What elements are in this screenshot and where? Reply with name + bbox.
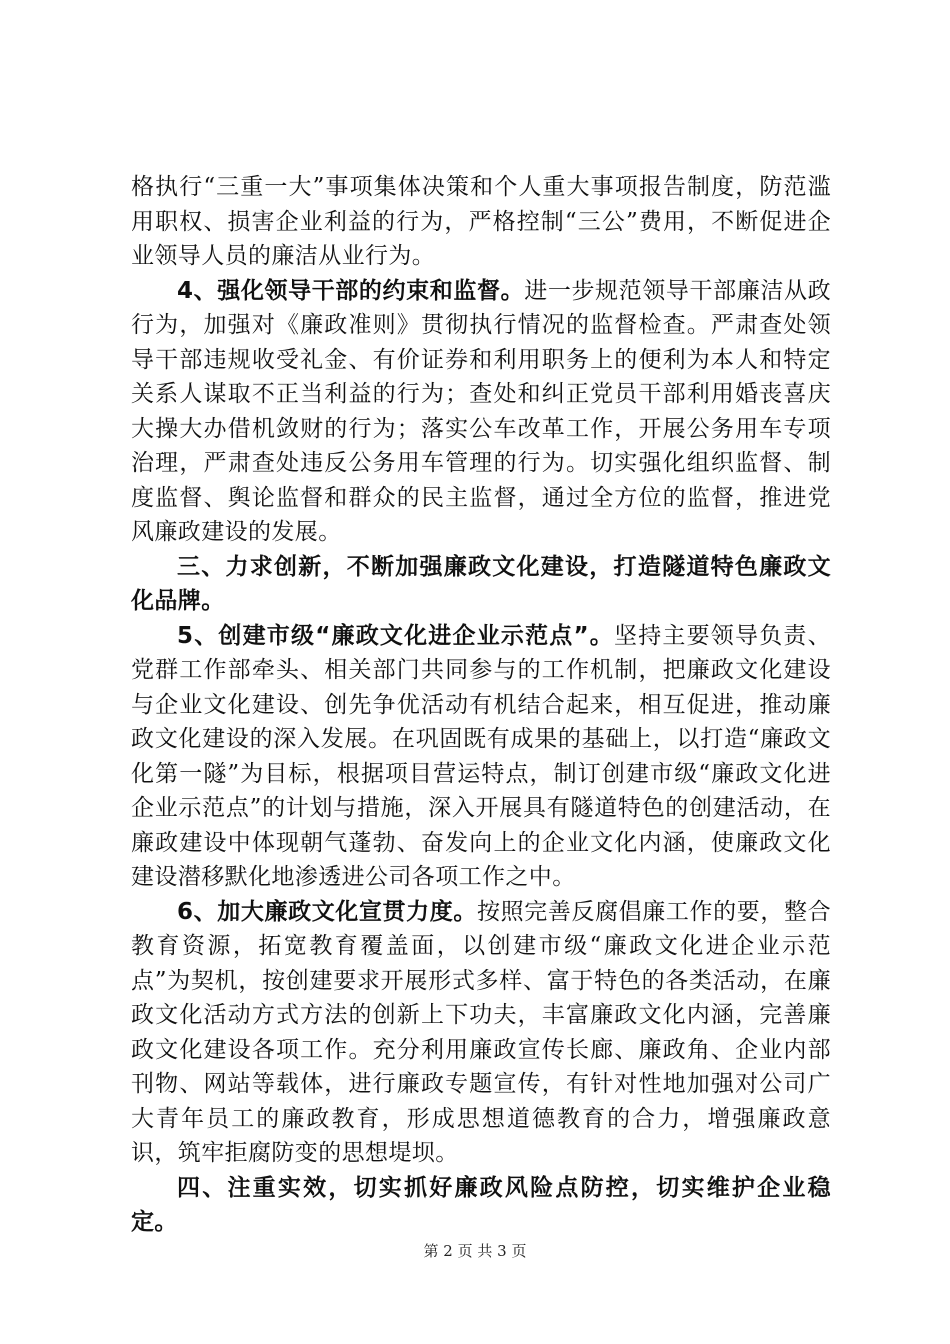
paragraph-item-4 <box>131 274 831 550</box>
paragraph-item-5 <box>131 619 831 895</box>
page-number-footer: 第 2 页 共 3 页 <box>423 1242 527 1260</box>
item-6-title: 6、加大廉政文化宣贯力度。 <box>177 898 477 925</box>
item-5-text: 坚持主要领导负责、党群工作部牵头、相关部门共同参与的工作机制，把廉政文化建设与企业文化建设、创先争优活动有机结合起来，相互促进，推动廉政文化建设的深入发展。在巩固既有成果的基础上，以打造“廉政文化第一隧”为目标，根据项目营运特点，制订创建市级“廉政文化进企业示范点”的计划与措施，深入开展具有隧道特色的创建活动，在廉政建设中体现朝气蓬勃、奋发向上的企业文化内涵，使廉政文化建设潜移默化地渗透进公司各项工作之中。 <box>131 622 831 890</box>
section-heading-3: 三、力求创新，不断加强廉政文化建设，打造隧道特色廉政文化品牌。 <box>131 553 831 614</box>
item-4-text: 进一步规范领导干部廉洁从政行为，加强对《廉政准则》贯彻执行情况的监督检查。严肃查处领导干部违规收受礼金、有价证券和利用职务上的便利为本人和特定关系人谋取不正当利益的行为；查处和纠正党员干部利用婚丧喜庆大操大办借机敛财的行为；落实公车改革工作，开展公务用车专项治理，严肃查处违反公务用车管理的行为。切实强化组织监督、制度监督、舆论监督和群众的民主监督，通过全方位的监督，推进党风廉政建设的发展。 <box>131 277 831 545</box>
paragraph-continuation <box>131 170 831 274</box>
item-6-text: 按照完善反腐倡廉工作的要，整合教育资源，拓宽教育覆盖面，以创建市级“廉政文化进企业示范点”为契机，按创建要求开展形式多样、富于特色的各类活动，在廉政文化活动方式方法的创新上下功夫，丰富廉政文化内涵，完善廉政文化建设各项工作。充分利用廉政宣传长廊、廉政角、企业内部刊物、网站等载体，进行廉政专题宣传，有针对性地加强对公司广大青年员工的廉政教育，形成思想道德教育的合力，增强廉政意识，筑牢拒腐防变的思想堤坝。 <box>131 898 831 1166</box>
item-5-title: 5、创建市级“廉政文化进企业示范点”。 <box>177 622 614 649</box>
document-body <box>131 170 831 1240</box>
section-heading-4: 四、注重实效，切实抓好廉政风险点防控，切实维护企业稳定。 <box>131 1174 831 1235</box>
paragraph-item-6 <box>131 895 831 1171</box>
paragraph-text: 格执行“三重一大”事项集体决策和个人重大事项报告制度，防范滥用职权、损害企业利益的行为，严格控制“三公”费用，不断促进企业领导人员的廉洁从业行为。 <box>131 174 831 269</box>
item-4-title: 4、强化领导干部的约束和监督。 <box>177 277 525 304</box>
